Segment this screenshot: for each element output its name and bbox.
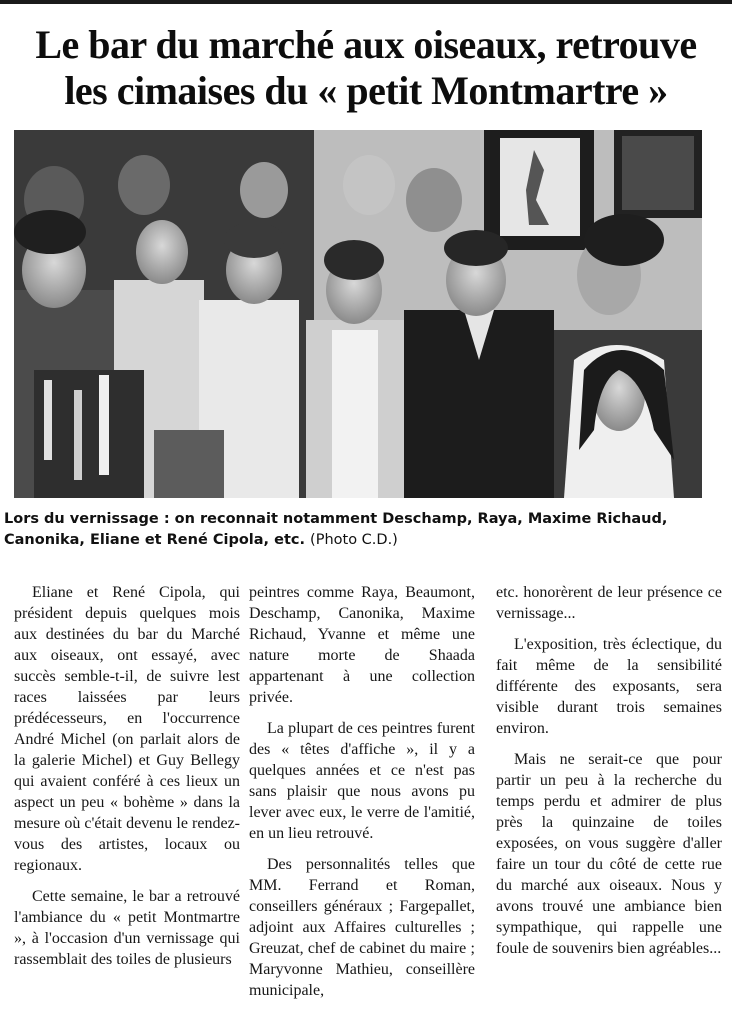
paragraph: etc. honorèrent de leur présence ce vernissage... [496,584,722,622]
paragraph: Des personnalités telles que MM. Ferrand et Roman, conseillers généraux ; Fargepallet, adjoint aux Affaires culturelles ; Greuzat, chef de cabinet du maire ; Maryvonne Mathieu, conseillère municipale, [249,856,475,999]
paragraph: Mais ne serait-ce que pour partir un peu à la recherche du temps perdu et admirer de plus près la quinzaine de toiles exposées, on vous suggère d'aller faire un tour du côté de cette rue du marché aux oiseaux. Nous y avons trouvé une ambiance bien sympathique, qui rappelle une foule de souvenirs bien agréables... [496,751,722,957]
article-column-1 [14,582,240,980]
photo-caption [4,509,724,551]
paragraph: Cette semaine, le bar a retrouvé l'ambiance du « petit Montmartre », à l'occasion d'un vernissage qui rassemblait des toiles de plusieurs [14,888,240,968]
group-photo-illustration [14,130,702,498]
news-photo [14,130,702,498]
paragraph: peintres comme Raya, Beaumont, Deschamp, Canonika, Maxime Richaud, Yvanne et même une nature morte de Shaada appartenant à une collection privée. [249,584,475,706]
paragraph: La plupart de ces peintres furent des « têtes d'affiche », il y a quelques années et ce n'est pas sans plaisir que nous avons pu lever avec eux, le verre de l'amitié, en un lieu retrouvé. [249,720,475,842]
paragraph: L'exposition, très éclectique, du fait même de la sensibilité différente des exposants, sera visible durant trois semaines environ. [496,636,722,737]
caption-text: Lors du vernissage : on reconnait notamment Deschamp, Raya, Maxime Richaud, Canonika, Eliane et René Cipola, etc. [4,511,668,548]
article-column-3 [496,582,722,969]
article-column-2 [249,582,475,1011]
headline-line-1: Le bar du marché aux oiseaux, retrouve [35,22,697,67]
paragraph: Eliane et René Cipola, qui président depuis quelques mois aux destinées du bar du Marché aux oiseaux, ont essayé, avec succès semble-t-il, de suivre lest races laissées par leurs prédécesseurs, en l'occurrence André Michel (on parlait alors de la galerie Michel) et Guy Bellegy qui avaient conféré à ces lieux un aspect un peu « bohème » dans la mesure où c'était devenu le rendez-vous des artistes, locaux ou regionaux. [14,584,240,874]
photo-credit: (Photo C.D.) [310,532,398,548]
headline-line-2: les cimaises du « petit Montmartre » [64,68,668,113]
top-rule [0,0,732,4]
